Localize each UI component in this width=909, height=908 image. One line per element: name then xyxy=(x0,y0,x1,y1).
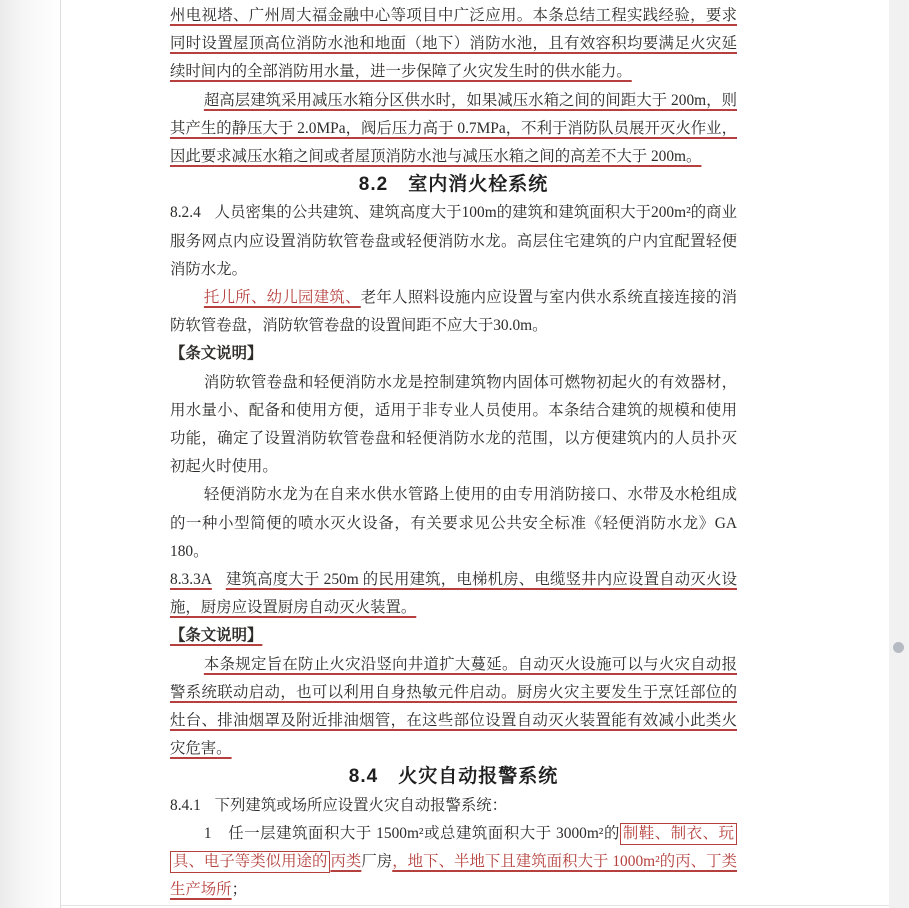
paragraph-carryover-2: 超高层建筑采用减压水箱分区供水时，如果减压水箱之间的间距大于 200m，则其产生的静压大于 2.0MPa，阀后压力高于 0.7MPa，不利于消防队员展开灭火作业，因此要求减压水箱之间或者屋顶消防水池与减压水箱之间的高差不大于 200m。 xyxy=(170,91,737,166)
clause-8-3-3a xyxy=(170,566,737,622)
section-heading-8-2: 8.2 室内消火栓系统 xyxy=(358,174,549,196)
clause-text: 下列建筑或场所应设置火灾自动报警系统： xyxy=(214,796,508,814)
clause-number: 8.3.3A xyxy=(170,571,212,589)
explanation-label-8-2: 【条文说明】 xyxy=(170,345,263,363)
section-heading-8-4: 8.4 火灾自动报警系统 xyxy=(348,766,559,788)
item-text: 任一层建筑面积大于 1500m²或总建筑面积大于 3000m²的 xyxy=(227,824,620,842)
clause-number: 8.2.4 xyxy=(170,204,201,222)
clause-text: 建筑高度大于 250m 的民用建筑，电梯机房、电缆竖井内应设置自动灭火设施，厨房应设置厨房自动灭火装置。 xyxy=(170,571,737,617)
explanation-paragraph-8-3-3a: 本条规定旨在防止火灾沿竖向井道扩大蔓延。自动灭火设施可以与火灾自动报警系统联动启动，也可以利用自身热敏元件启动。厨房火灾主要发生于烹饪部位的灶台、排油烟罩及附近排油烟管，在这些部位设置自动灭火装置能有效减小此类火灾危害。 xyxy=(170,655,737,758)
clause-text: 人员密集的公共建筑、建筑高度大于100m的建筑和建筑面积大于200m²的商业服务网点内应设置消防软管卷盘或轻便消防水龙。高层住宅建筑的户内宜配置轻便消防水龙。 xyxy=(170,204,737,278)
item-number: 1 xyxy=(203,824,212,842)
page-edge-gutter xyxy=(0,0,61,908)
clause-8-4-1 xyxy=(170,792,737,820)
scrollbar-track[interactable] xyxy=(889,0,909,908)
paragraph-carryover-1: 州电视塔、广州周大福金融中心等项目中广泛应用。本条总结工程实践经验，要求同时设置屋顶高位消防水池和地面（地下）消防水池，且有效容积均要满足火灾延续时间内的全部消防用水量，进一步保障了火灾发生时的供水能力。 xyxy=(170,7,737,81)
item-text: 厂房 xyxy=(361,853,393,871)
inserted-text: 丙类 xyxy=(330,853,362,871)
clause-8-4-1-item-1 xyxy=(170,820,737,905)
inserted-text: 托儿所、幼儿园建筑、 xyxy=(203,289,361,307)
boxed-revision-text: 制鞋、制衣、玩具、电子等类似用途的 xyxy=(170,823,737,873)
clause-text: 老年人照料设施内应设置与室内供水系统直接连接的消防软管卷盘，消防软管卷盘的设置间距不应大于30.0m。 xyxy=(170,289,737,335)
page-bottom-divider xyxy=(61,905,909,906)
document-page xyxy=(61,0,889,908)
text-column xyxy=(170,2,737,905)
explanation-paragraph-1: 消防软管卷盘和轻便消防水龙是控制建筑物内固体可燃物初起火的有效器材，用水量小、配备和使用方便，适用于非专业人员使用。本条结合建筑的规模和使用功能，确定了设置消防软管卷盘和轻便消防水龙的范围，以方便建筑内的人员扑灭初起火时使用。 xyxy=(170,373,737,476)
explanation-paragraph-2: 轻便消防水龙为在自来水供水管路上使用的由专用消防接口、水带及水枪组成的一种小型简便的喷水灭火设备，有关要求见公共安全标准《轻便消防水龙》GA 180。 xyxy=(170,486,737,560)
inserted-text: ，地下、半地下且建筑面积大于 1000m²的丙、丁类生产场所 xyxy=(170,853,737,899)
scrollbar-thumb[interactable] xyxy=(893,642,904,653)
clause-8-2-4 xyxy=(170,199,737,284)
clause-number: 8.4.1 xyxy=(170,796,201,814)
explanation-label-8-3-3a: 【条文说明】 xyxy=(170,627,263,645)
item-text: ； xyxy=(231,881,247,899)
clause-addition-nursery xyxy=(170,284,737,340)
